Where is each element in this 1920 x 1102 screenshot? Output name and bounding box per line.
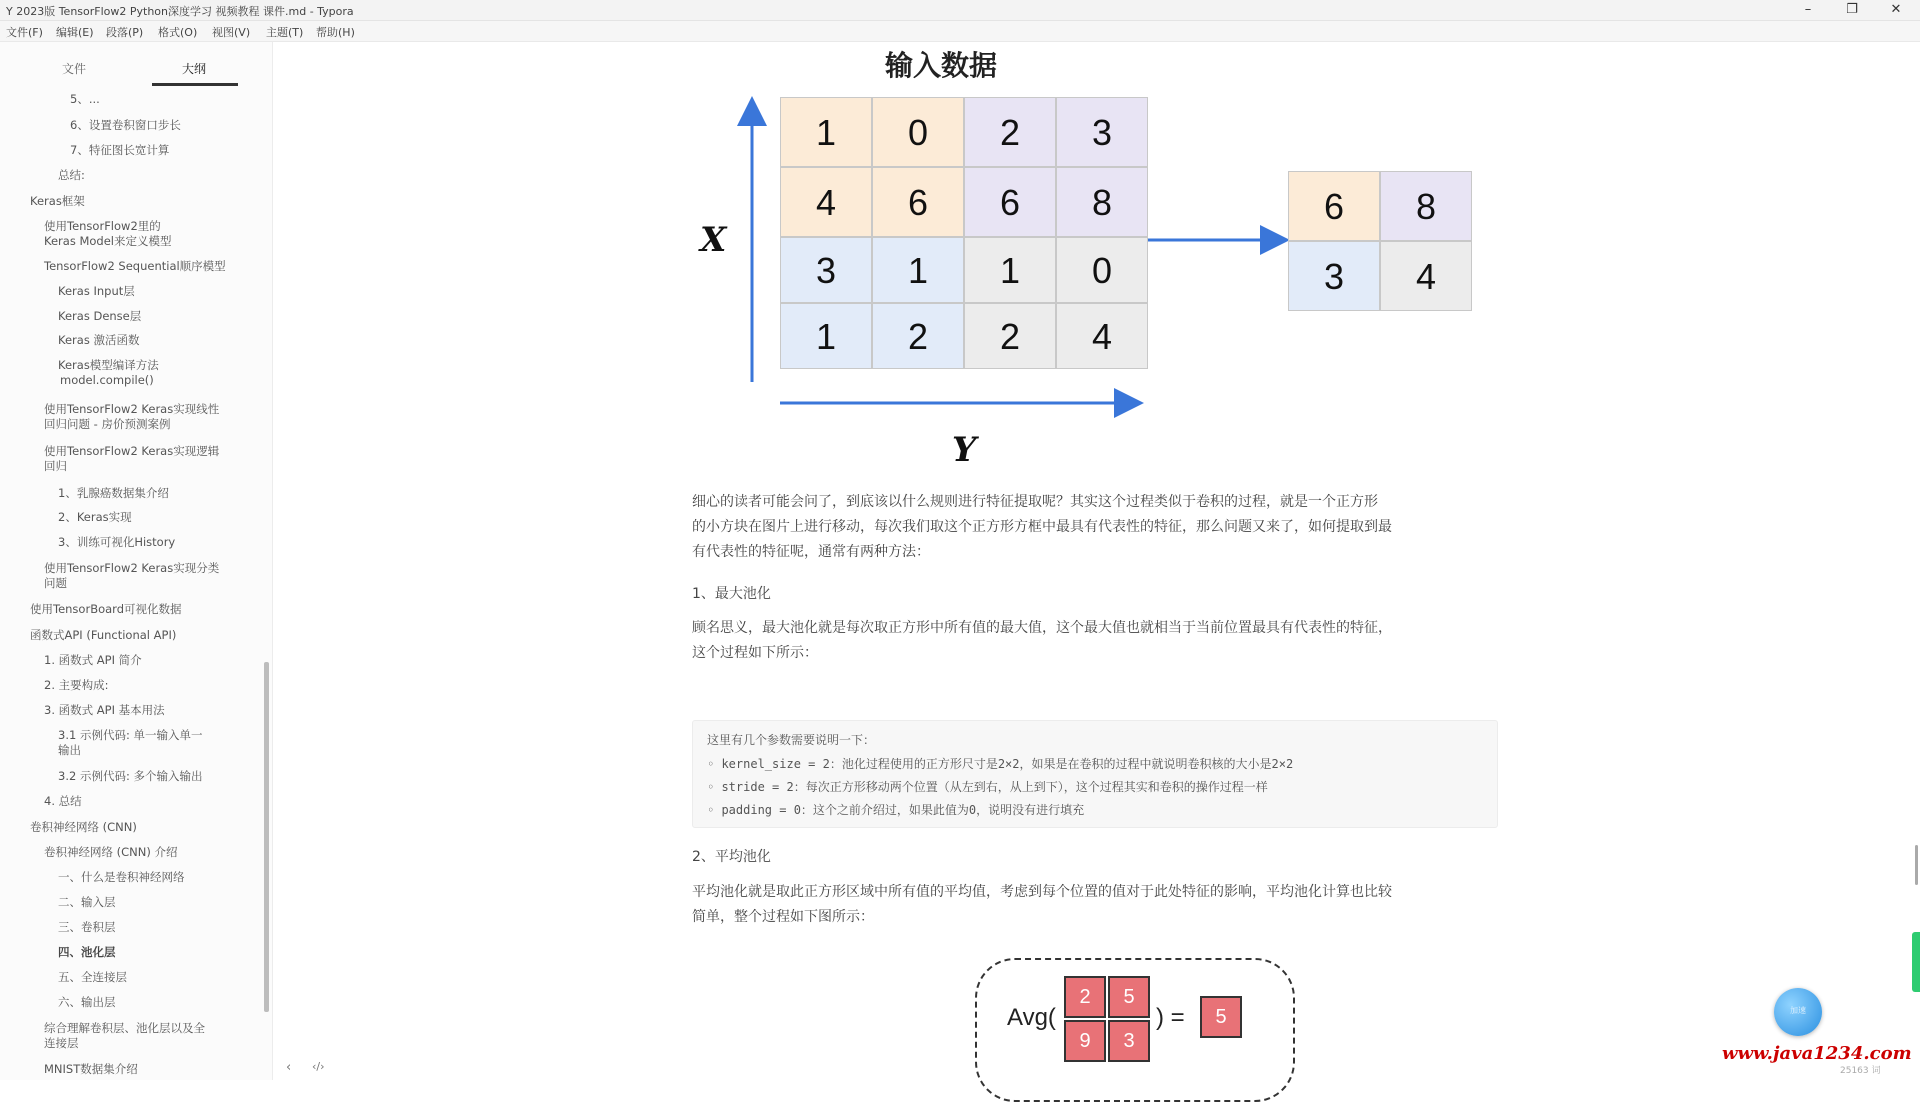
outline-item[interactable]: 问题 bbox=[44, 576, 67, 590]
input-grid-cell: 1 bbox=[780, 303, 872, 369]
minimize-button[interactable]: – bbox=[1804, 2, 1812, 17]
outline-item[interactable]: 总结: bbox=[58, 168, 85, 182]
outline-item[interactable]: 使用TensorBoard可视化数据 bbox=[30, 602, 182, 616]
outline-item[interactable]: Keras Model来定义模型 bbox=[44, 234, 172, 248]
input-grid-cell: 3 bbox=[1056, 97, 1148, 167]
input-grid-cell: 6 bbox=[872, 167, 964, 237]
output-grid-cell: 6 bbox=[1288, 171, 1380, 241]
paragraph-max-pooling bbox=[692, 616, 1492, 666]
input-grid-cell: 8 bbox=[1056, 167, 1148, 237]
input-grid-cell: 4 bbox=[780, 167, 872, 237]
outline-item[interactable]: 五、全连接层 bbox=[58, 970, 127, 984]
outline-item[interactable]: 7、特征图长宽计算 bbox=[70, 143, 170, 157]
menu-paragraph[interactable]: 段落(P) bbox=[106, 26, 144, 39]
watermark: www.java1234.com bbox=[1722, 1043, 1912, 1064]
menu-edit[interactable]: 编辑(E) bbox=[56, 26, 94, 39]
side-widget-tab[interactable] bbox=[1912, 932, 1920, 992]
code-line: ◦ kernel_size = 2：池化过程使用的正方形尺寸是2×2，如果是在卷积的过程中就说明卷积核的大小是2×2 bbox=[707, 757, 1294, 771]
output-grid-cell: 3 bbox=[1288, 241, 1380, 311]
outline-item[interactable]: 3、训练可视化History bbox=[58, 535, 176, 549]
outline-item[interactable]: 1. 函数式 API 简介 bbox=[44, 653, 142, 667]
outline-item[interactable]: 回归问题 - 房价预测案例 bbox=[44, 417, 171, 431]
tab-files[interactable]: 文件 bbox=[62, 62, 87, 76]
outline-item[interactable]: 2、Keras实现 bbox=[58, 510, 132, 524]
outline-item[interactable]: 连接层 bbox=[44, 1036, 79, 1050]
outline-item[interactable]: TensorFlow2 Sequential顺序模型 bbox=[44, 259, 226, 273]
tab-outline[interactable]: 大纲 bbox=[182, 62, 207, 76]
outline-item[interactable]: Keras模型编译方法 bbox=[58, 358, 159, 372]
outline-item[interactable]: 3.1 示例代码: 单一输入单一 bbox=[58, 728, 203, 742]
input-grid-cell: 0 bbox=[872, 97, 964, 167]
floating-ball-label: 加速 bbox=[1790, 1006, 1806, 1015]
avg-cell: 2 bbox=[1064, 976, 1106, 1018]
code-line: ◦ padding = 0：这个之前介绍过，如果此值为0，说明没有进行填充 bbox=[707, 803, 1085, 817]
outline-item[interactable]: 输出 bbox=[58, 743, 81, 757]
outline-item[interactable]: 1、乳腺癌数据集介绍 bbox=[58, 486, 169, 500]
menu-view[interactable]: 视图(V) bbox=[212, 26, 251, 39]
avg-cell: 9 bbox=[1064, 1020, 1106, 1062]
avg-result-cell: 5 bbox=[1200, 996, 1242, 1038]
y-axis-label: Y bbox=[952, 430, 977, 470]
output-grid-cell: 4 bbox=[1380, 241, 1472, 311]
outline-item[interactable]: 二、输入层 bbox=[58, 895, 116, 909]
paragraph-line: 细心的读者可能会问了，到底该以什么规则进行特征提取呢？其实这个过程类似于卷积的过程，就是一个正方形 bbox=[692, 494, 1378, 510]
input-grid-cell: 2 bbox=[872, 303, 964, 369]
outline-item[interactable]: 六、输出层 bbox=[58, 995, 116, 1009]
outline-item[interactable]: Keras 激活函数 bbox=[58, 333, 140, 347]
input-grid-cell: 1 bbox=[780, 97, 872, 167]
outline-item[interactable]: 6、设置卷积窗口步长 bbox=[70, 118, 181, 132]
outline-item[interactable]: 3.2 示例代码: 多个输入输出 bbox=[58, 769, 203, 783]
avg-cell: 3 bbox=[1108, 1020, 1150, 1062]
code-line: ◦ stride = 2：每次正方形移动两个位置（从左到右，从上到下），这个过程其实和卷积的操作过程一样 bbox=[707, 780, 1268, 794]
code-line: 这里有几个参数需要说明一下： bbox=[707, 733, 876, 747]
outline-item[interactable]: Keras框架 bbox=[30, 194, 85, 208]
menu-format[interactable]: 格式(O) bbox=[158, 26, 198, 39]
outline-item[interactable]: 使用TensorFlow2 Keras实现线性 bbox=[44, 402, 220, 416]
paragraph-line: 这个过程如下所示： bbox=[692, 645, 818, 661]
editor-scrollbar[interactable] bbox=[1915, 845, 1918, 885]
input-grid-cell: 1 bbox=[872, 237, 964, 303]
word-count[interactable]: 25163 词 bbox=[1840, 1066, 1881, 1076]
outline-item[interactable]: 一、什么是卷积神经网络 bbox=[58, 870, 185, 884]
avg-cell: 5 bbox=[1108, 976, 1150, 1018]
x-axis-label: X bbox=[700, 220, 727, 260]
outline-item[interactable]: 使用TensorFlow2里的 bbox=[44, 219, 161, 233]
menu-theme[interactable]: 主题(T) bbox=[266, 26, 304, 39]
input-grid-cell: 2 bbox=[964, 97, 1056, 167]
outline-item[interactable]: 使用TensorFlow2 Keras实现分类 bbox=[44, 561, 220, 575]
avg-equals: ) = bbox=[1156, 1004, 1185, 1031]
input-grid-cell: 1 bbox=[964, 237, 1056, 303]
outline-item[interactable]: 使用TensorFlow2 Keras实现逻辑 bbox=[44, 444, 220, 458]
input-grid-cell: 0 bbox=[1056, 237, 1148, 303]
window-title: Y 2023版 TensorFlow2 Python深度学习 视频教程 课件.md - Typora bbox=[6, 5, 354, 18]
menu-file[interactable]: 文件(F) bbox=[6, 26, 43, 39]
outline-item[interactable]: 四、池化层 bbox=[58, 945, 116, 959]
outline-item[interactable]: 3. 函数式 API 基本用法 bbox=[44, 703, 165, 717]
input-grid-cell: 2 bbox=[964, 303, 1056, 369]
close-button[interactable]: ✕ bbox=[1890, 2, 1902, 17]
outline-item[interactable]: 2. 主要构成: bbox=[44, 678, 109, 692]
code-block[interactable] bbox=[692, 720, 1498, 828]
paragraph-intro bbox=[692, 490, 1492, 565]
outline-item[interactable]: 三、卷积层 bbox=[58, 920, 116, 934]
input-grid-cell: 3 bbox=[780, 237, 872, 303]
output-grid-cell: 8 bbox=[1380, 171, 1472, 241]
input-grid-cell: 4 bbox=[1056, 303, 1148, 369]
paragraph-line: 的小方块在图片上进行移动，每次我们取这个正方形方框中最具有代表性的特征，那么问题又来了，如何提取到最 bbox=[692, 519, 1392, 535]
paragraph-line: 顾名思义，最大池化就是每次取正方形中所有值的最大值，这个最大值也就相当于当前位置最具有代表性的特征， bbox=[692, 620, 1392, 636]
paragraph-line: 简单，整个过程如下图所示： bbox=[692, 909, 874, 925]
heading-max-pooling: 1、最大池化 bbox=[692, 586, 771, 602]
outline-item[interactable]: 5、... bbox=[70, 92, 100, 106]
source-mode-button[interactable]: ‹/› bbox=[312, 1060, 325, 1073]
outline-item[interactable]: 回归 bbox=[44, 459, 67, 473]
input-grid-cell: 6 bbox=[964, 167, 1056, 237]
menu-help[interactable]: 帮助(H) bbox=[316, 26, 355, 39]
heading-avg-pooling: 2、平均池化 bbox=[692, 849, 771, 865]
paragraph-line: 平均池化就是取此正方形区域中所有值的平均值，考虑到每个位置的值对于此处特征的影响，平均池化计算也比较 bbox=[692, 884, 1392, 900]
floating-assistant-ball[interactable] bbox=[1774, 988, 1822, 1036]
outline-item[interactable]: model.compile() bbox=[60, 373, 154, 387]
avg-label: Avg( bbox=[1007, 1004, 1056, 1031]
outline-item[interactable]: 4. 总结 bbox=[44, 794, 82, 808]
outline-item[interactable]: Keras Dense层 bbox=[58, 309, 142, 323]
restore-button[interactable]: ❐ bbox=[1846, 2, 1858, 17]
outline-item[interactable]: 卷积神经网络 (CNN) 介绍 bbox=[44, 845, 178, 859]
paragraph-line: 有代表性的特征呢，通常有两种方法： bbox=[692, 544, 930, 560]
outline-item[interactable]: MNIST数据集介绍 bbox=[44, 1062, 138, 1076]
outline-item[interactable]: 函数式API (Functional API) bbox=[30, 628, 177, 642]
outline-item[interactable]: 卷积神经网络 (CNN) bbox=[30, 820, 137, 834]
figure-title: 输入数据 bbox=[885, 49, 998, 82]
collapse-sidebar-button[interactable]: ‹ bbox=[286, 1060, 292, 1075]
outline-item[interactable]: Keras Input层 bbox=[58, 284, 135, 298]
outline-item[interactable]: 综合理解卷积层、池化层以及全 bbox=[44, 1021, 205, 1035]
paragraph-avg-pooling bbox=[692, 880, 1492, 930]
